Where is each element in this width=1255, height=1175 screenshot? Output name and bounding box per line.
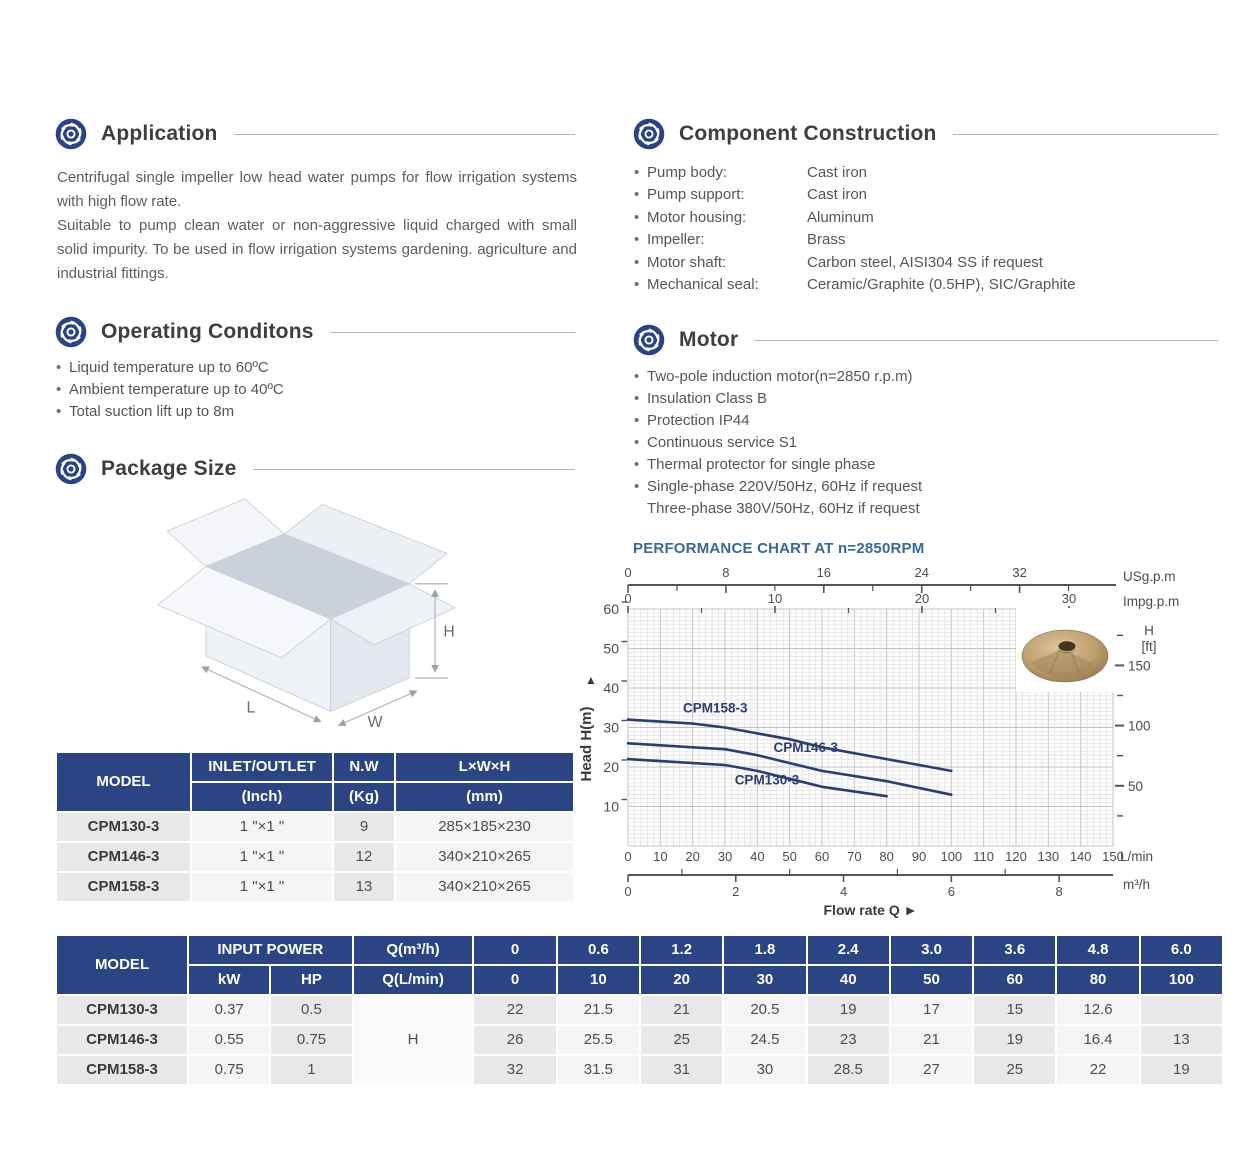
heading-divider	[253, 469, 576, 470]
table-row	[57, 1056, 1222, 1084]
series-label: CPM146-3	[773, 740, 839, 756]
svg-text:8: 8	[722, 565, 730, 581]
heading-divider	[330, 332, 575, 333]
svg-text:90: 90	[911, 849, 927, 865]
pump-logo-icon	[633, 324, 665, 356]
pkg-cell: 340×210×265	[396, 843, 573, 871]
construction-item	[633, 162, 1220, 184]
construction-value: Cast iron	[807, 186, 868, 204]
construction-item	[633, 229, 1220, 251]
section-operating-conditions	[55, 316, 577, 423]
axis-head-m	[578, 601, 627, 815]
svg-text:30: 30	[1061, 591, 1077, 607]
pump-logo-icon	[633, 118, 665, 150]
svg-text:40: 40	[603, 680, 619, 697]
pkg-cell: 9	[334, 813, 394, 841]
motor-title: Motor	[679, 328, 739, 352]
perf-head-cell: 31.5	[558, 1056, 639, 1084]
pump-logo-icon	[55, 453, 87, 485]
dim-label-h: H	[443, 623, 455, 641]
perf-q-m3h-header: 1.2	[641, 936, 722, 964]
perf-hp-cell: 1	[271, 1056, 351, 1084]
perf-model-cell: CPM146-3	[57, 1026, 187, 1054]
svg-text:10: 10	[767, 591, 783, 607]
section-component-construction	[633, 118, 1220, 296]
axis-m3h	[624, 869, 1150, 899]
perf-head-cell: 20.5	[724, 996, 805, 1024]
svg-text:20: 20	[603, 759, 619, 776]
package-title: Package Size	[101, 457, 237, 480]
svg-text:[ft]: [ft]	[1141, 639, 1157, 655]
performance-chart	[571, 559, 1220, 924]
motor-bullet: • Two-pole induction motor(n=2850 r.p.m)	[633, 366, 1220, 388]
svg-text:▲: ▲	[585, 673, 597, 688]
perf-col-subheader: Q(L/min)	[354, 966, 473, 994]
perf-q-lmin-header: 60	[974, 966, 1055, 994]
construction-label: • Pump body:	[647, 164, 728, 181]
svg-text:Head H(m): Head H(m)	[578, 706, 595, 782]
performance-chart-svg	[571, 559, 1231, 919]
pkg-cell: 13	[334, 873, 394, 901]
perf-col-subheader: HP	[271, 966, 351, 994]
perf-hp-cell: 0.75	[271, 1026, 351, 1054]
pkg-col-header: L×W×H	[396, 753, 573, 781]
perf-q-m3h-header: 3.0	[891, 936, 972, 964]
table-row	[57, 843, 573, 871]
perf-h-cell: H	[354, 996, 473, 1084]
pkg-cell: CPM130-3	[57, 813, 190, 841]
right-column	[578, 118, 1220, 924]
table-row	[57, 1026, 1222, 1054]
svg-text:60: 60	[814, 849, 830, 865]
svg-text:0: 0	[624, 591, 632, 607]
operating-bullet: • Total suction lift up to 8m	[55, 401, 577, 423]
construction-item	[633, 274, 1220, 296]
perf-q-lmin-header: 0	[474, 966, 555, 994]
svg-text:50: 50	[603, 640, 619, 657]
motor-bullet: • Thermal protector for single phase	[633, 454, 1220, 476]
svg-text:L/min: L/min	[1120, 849, 1154, 865]
application-paragraph-2: Suitable to pump clean water or non-aggressive liquid charged with small solid impurity. To be used in flow irrigation systems gardening. agriculture and industrial fittings.	[57, 217, 577, 282]
construction-label: • Motor shaft:	[647, 253, 727, 271]
chart-title: PERFORMANCE CHART AT n=2850RPM	[633, 540, 925, 558]
perf-head-cell: 31	[641, 1056, 722, 1084]
perf-head-cell: 21.5	[558, 996, 639, 1024]
perf-q-lmin-header: 40	[808, 966, 889, 994]
operating-title: Operating Conditons	[101, 320, 314, 343]
construction-header	[633, 118, 1220, 150]
svg-text:150: 150	[1102, 849, 1124, 865]
svg-text:130: 130	[1037, 849, 1060, 865]
svg-text:120: 120	[1005, 849, 1027, 865]
perf-model-cell: CPM130-3	[57, 996, 187, 1024]
perf-kw-cell: 0.37	[189, 996, 269, 1024]
performance-table	[55, 934, 1224, 1086]
pkg-cell: CPM158-3	[57, 873, 190, 901]
construction-value: Cast iron	[807, 164, 868, 181]
svg-text:8: 8	[1055, 884, 1063, 900]
section-package-size	[55, 453, 577, 733]
perf-kw-cell: 0.75	[189, 1056, 269, 1084]
svg-text:USg.p.m: USg.p.m	[1123, 569, 1176, 585]
dim-label-w: W	[367, 714, 383, 728]
pkg-cell: 285×185×230	[396, 813, 573, 841]
perf-head-cell: 15	[974, 996, 1055, 1024]
svg-text:0: 0	[624, 849, 632, 865]
svg-text:50: 50	[782, 849, 797, 865]
perf-head-cell: 21	[891, 1026, 972, 1054]
svg-text:20: 20	[685, 849, 700, 865]
perf-head-cell	[1141, 996, 1222, 1024]
perf-head-cell: 26	[474, 1026, 555, 1054]
dim-label-l: L	[246, 699, 256, 717]
motor-bullet: • Continuous service S1	[633, 432, 1220, 454]
construction-label: • Impeller:	[647, 231, 705, 249]
svg-text:H: H	[1144, 623, 1154, 639]
pkg-col-subheader: (Inch)	[192, 783, 332, 811]
perf-col-header: INPUT POWER	[189, 936, 352, 964]
svg-text:40: 40	[750, 849, 765, 865]
series-label: CPM158-3	[682, 700, 748, 716]
motor-header	[633, 324, 1220, 356]
pkg-cell: CPM146-3	[57, 843, 190, 871]
perf-model-cell: CPM158-3	[57, 1056, 187, 1084]
svg-text:10: 10	[603, 798, 619, 815]
perf-head-cell: 32	[474, 1056, 555, 1084]
svg-text:32: 32	[1012, 565, 1027, 581]
perf-q-m3h-header: 6.0	[1141, 936, 1222, 964]
svg-text:6: 6	[947, 884, 955, 900]
perf-head-cell: 25	[641, 1026, 722, 1054]
perf-q-lmin-header: 20	[641, 966, 722, 994]
perf-head-cell: 23	[808, 1026, 889, 1054]
perf-head-cell: 24.5	[724, 1026, 805, 1054]
perf-q-lmin-header: 100	[1141, 966, 1222, 994]
chart-xlabel: Flow rate Q ►	[823, 902, 918, 919]
construction-item	[633, 252, 1220, 274]
construction-value: Carbon steel, AISI304 SS if request	[807, 253, 1043, 271]
impeller-photo	[1016, 608, 1115, 692]
perf-kw-cell: 0.55	[189, 1026, 269, 1054]
svg-text:30: 30	[603, 719, 619, 736]
construction-value: Aluminum	[807, 208, 874, 226]
heading-divider	[953, 134, 1218, 135]
performance-table-head	[57, 936, 1222, 994]
construction-label: • Mechanical seal:	[647, 276, 759, 294]
svg-text:16: 16	[816, 565, 832, 581]
perf-head-cell: 16.4	[1057, 1026, 1138, 1054]
pkg-col-header: MODEL	[57, 753, 190, 811]
package-header	[55, 453, 577, 485]
perf-head-cell: 25.5	[558, 1026, 639, 1054]
perf-head-cell: 21	[641, 996, 722, 1024]
perf-q-m3h-header: 0.6	[558, 936, 639, 964]
perf-col-subheader: kW	[189, 966, 269, 994]
svg-text:2: 2	[732, 884, 740, 900]
perf-q-lmin-header: 50	[891, 966, 972, 994]
construction-title: Component Construction	[679, 122, 937, 145]
motor-bullet: • Single-phase 220V/50Hz, 60Hz if request	[633, 476, 1220, 498]
performance-table-body	[57, 996, 1222, 1084]
pkg-col-subheader: (Kg)	[334, 783, 394, 811]
svg-text:70: 70	[847, 849, 862, 865]
application-paragraph-1: Centrifugal single impeller low head water pumps for flow irrigation systems with high flow rate.	[57, 169, 577, 210]
pkg-col-subheader: (mm)	[396, 783, 573, 811]
pkg-cell: 1 "×1 "	[192, 873, 332, 901]
perf-hp-cell: 0.5	[271, 996, 351, 1024]
operating-header	[55, 316, 577, 348]
series-label: CPM130-3	[734, 772, 800, 788]
pkg-cell: 1 "×1 "	[192, 813, 332, 841]
package-size-table	[55, 751, 575, 903]
motor-bullet: • Protection IP44	[633, 410, 1220, 432]
axis-lmin	[624, 849, 1153, 864]
construction-item	[633, 207, 1220, 229]
perf-q-m3h-header: 0	[474, 936, 555, 964]
construction-value: Ceramic/Graphite (0.5HP), SIC/Graphite	[807, 276, 1076, 294]
perf-q-lmin-header: 80	[1057, 966, 1138, 994]
construction-label: • Motor housing:	[647, 208, 747, 226]
perf-head-cell: 22	[474, 996, 555, 1024]
package-box-illustration	[141, 497, 511, 728]
svg-text:50: 50	[1128, 779, 1144, 795]
motor-bullet-continuation: Three-phase 380V/50Hz, 60Hz if request	[647, 500, 920, 518]
pump-logo-icon	[55, 118, 87, 150]
perf-head-cell: 17	[891, 996, 972, 1024]
pkg-cell: 1 "×1 "	[192, 843, 332, 871]
section-motor	[633, 324, 1220, 520]
axis-usgpm	[624, 565, 1175, 593]
perf-head-cell: 19	[1141, 1056, 1222, 1084]
pkg-col-header: N.W	[334, 753, 394, 781]
perf-head-cell: 13	[1141, 1026, 1222, 1054]
pump-logo-icon	[55, 316, 87, 348]
table-row	[57, 873, 573, 901]
svg-text:0: 0	[624, 565, 632, 581]
svg-text:Impg.p.m: Impg.p.m	[1123, 594, 1180, 610]
pkg-col-header: INLET/OUTLET	[192, 753, 332, 781]
svg-text:80: 80	[879, 849, 894, 865]
svg-text:20: 20	[914, 591, 930, 607]
svg-text:0: 0	[624, 884, 632, 900]
svg-text:150: 150	[1128, 658, 1151, 674]
svg-text:110: 110	[973, 849, 995, 865]
axis-head-ft	[1115, 623, 1157, 816]
perf-head-cell: 25	[974, 1056, 1055, 1084]
pkg-cell: 12	[334, 843, 394, 871]
svg-text:10: 10	[653, 849, 668, 865]
perf-q-m3h-header: 3.6	[974, 936, 1055, 964]
perf-q-m3h-header: 4.8	[1057, 936, 1138, 964]
perf-q-lmin-header: 30	[724, 966, 805, 994]
perf-head-cell: 27	[891, 1056, 972, 1084]
svg-text:60: 60	[603, 601, 619, 618]
svg-text:100: 100	[940, 849, 963, 865]
construction-label: • Pump support:	[647, 186, 745, 204]
table-row	[57, 813, 573, 841]
svg-text:140: 140	[1069, 849, 1092, 865]
perf-col-header: MODEL	[57, 936, 187, 994]
left-column	[55, 118, 577, 903]
table-row	[57, 996, 1222, 1024]
perf-q-lmin-header: 10	[558, 966, 639, 994]
operating-bullet: • Ambient temperature up to 40ºC	[55, 379, 577, 401]
construction-item	[633, 184, 1220, 206]
perf-head-cell: 28.5	[808, 1056, 889, 1084]
perf-head-cell: 19	[808, 996, 889, 1024]
application-title: Application	[101, 122, 218, 145]
svg-text:100: 100	[1128, 719, 1151, 735]
package-table-head	[57, 753, 573, 811]
heading-divider	[234, 134, 575, 135]
perf-head-cell: 12.6	[1057, 996, 1138, 1024]
application-header	[55, 118, 577, 150]
svg-text:4: 4	[839, 884, 848, 900]
operating-bullet: • Liquid temperature up to 60ºC	[55, 357, 577, 379]
svg-text:30: 30	[717, 849, 733, 865]
motor-bullet: • Insulation Class B	[633, 388, 1220, 410]
perf-head-cell: 30	[724, 1056, 805, 1084]
package-table-body	[57, 813, 573, 901]
perf-head-cell: 22	[1057, 1056, 1138, 1084]
section-application	[55, 118, 577, 286]
perf-q-m3h-header: 2.4	[808, 936, 889, 964]
svg-text:24: 24	[914, 565, 929, 581]
perf-col-header: Q(m³/h)	[354, 936, 473, 964]
perf-head-cell: 19	[974, 1026, 1055, 1054]
perf-q-m3h-header: 1.8	[724, 936, 805, 964]
construction-value: Brass	[807, 231, 846, 249]
heading-divider	[754, 340, 1218, 341]
pkg-cell: 340×210×265	[396, 873, 573, 901]
svg-text:m³/h: m³/h	[1123, 877, 1150, 893]
